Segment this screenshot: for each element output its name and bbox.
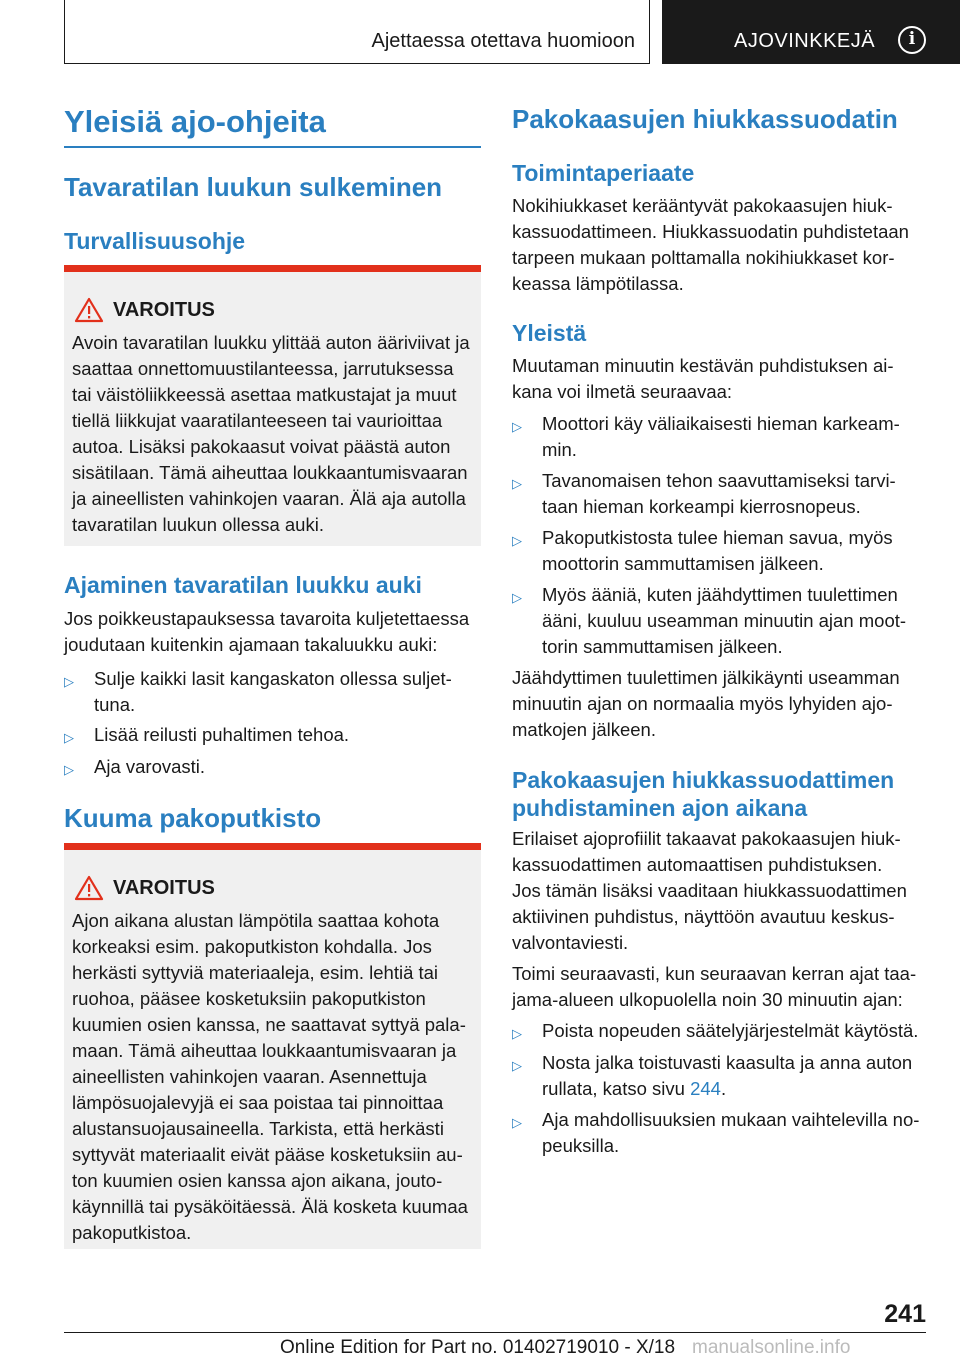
footer-rule [64,1332,926,1333]
warning-line: alustansuojausaineella. Tarkista, että herkästi [72,1118,444,1139]
text-line: Pakoputkistosta tulee hieman savua, myös [542,527,893,548]
list-item [512,468,928,520]
text-line: tarpeen mukaan polttamalla nokihiukkaset kor- [512,247,895,268]
section-heading-open-tailgate: Ajaminen tavaratilan luukku auki [64,572,422,598]
warning-line: herkästi syttyviä materiaaleja, esim. lehtiä tai [72,962,439,983]
section-heading-particle-filter: Pakokaasujen hiukkassuodatin [512,104,898,134]
paragraph [512,193,928,297]
section-heading-cleaning [512,766,894,822]
list-item [512,582,928,660]
warning-line: korkeaksi esim. pakoputkiston kohdalla. Jos [72,936,432,957]
warning-triangle-icon [74,875,104,901]
paragraph [512,665,928,743]
warning-line: Ajon aikana alustan lämpötila saattaa kohota [72,910,440,931]
warning-line: Avoin tavaratilan luukku ylittää auton ääriviivat ja [72,332,470,353]
text-line: Tavanomaisen tehon saavuttamiseksi tarvi- [542,470,896,491]
list-item [512,1050,928,1102]
paragraph [64,606,481,658]
warning-line: käynnillä tai pysäköitäessä. Älä kosketa kuumaa [72,1196,468,1217]
warning-line: lämpösuojalevyjä ei saa poistaa tai pinnoittaa [72,1092,444,1113]
text-line: Moottori käy väliaikaisesti hieman karkeam- [542,413,900,434]
warning-line: syttyvät materiaalit eivät pääse kosketuksiin au- [72,1144,463,1165]
subheading-principle: Toimintaperiaate [512,160,695,186]
paragraph [512,961,928,1013]
triangle-bullet-icon: ▷ [512,476,522,491]
warning-line: saattaa onnettomuustilanteessa, jarrutuksessa [72,358,454,379]
list-item [64,722,481,748]
warning-box-exhaust [64,843,481,1249]
list-item [512,411,928,463]
warning-line: aineellisten vahinkojen vaaran. Asennettuja [72,1066,427,1087]
text-line: torin sammuttamisen jälkeen. [542,636,783,657]
triangle-bullet-icon: ▷ [512,590,522,605]
page-reference-link[interactable]: 244 [690,1078,721,1099]
list-item [64,754,481,780]
main-heading: Yleisiä ajo-ohjeita [64,104,326,139]
warning-line: sisätilaan. Tämä aiheuttaa loukkaantumisvaaran [72,462,468,483]
info-circle-icon: i [898,26,926,54]
text-line: moottorin sammuttamisen jälkeen. [542,553,824,574]
text-line: Toimi seuraavasti, kun seuraavan kerran ajat taa- [512,963,917,984]
list-item [64,666,481,718]
text-line: Jos poikkeustapauksessa tavaroita kuljetettaessa [64,608,470,629]
text-line: matkojen jälkeen. [512,719,656,740]
header-chapter-box [64,0,650,64]
text-line: Nokihiukkaset kerääntyvät pakokaasujen hiuk- [512,195,893,216]
text-line: ääni, kuuluu useamman minuutin ajan moot- [542,610,907,631]
warning-title: VAROITUS [113,299,215,321]
list-item [512,1107,928,1159]
section-heading-tailgate: Tavaratilan luukun sulkeminen [64,172,443,202]
triangle-bullet-icon: ▷ [512,1026,522,1041]
heading-line: Pakokaasujen hiukkassuodattimen [512,767,895,793]
warning-line: autoa. Lisäksi pakokaasut voivat päästä auton [72,436,451,457]
text-line: Myös ääniä, kuten jäähdyttimen tuulettimen [542,584,898,605]
text-line: aktiivinen puhdistus, näyttöön avautuu keskus- [512,906,895,927]
heading-line: puhdistaminen ajon aikana [512,795,808,821]
triangle-bullet-icon: ▷ [64,730,74,745]
text-line: jama-alueen ulkopuolella noin 30 minuutin ajan: [512,989,903,1010]
warning-box-tailgate [64,265,481,546]
watermark: manualsonline.info [692,1337,851,1358]
chapter-title: Ajettaessa otettava huomioon [371,30,635,52]
page-number: 241 [884,1300,926,1328]
warning-line: tai väistöliikkeessä asettaa matkustajat ja muut [72,384,457,405]
warning-title: VAROITUS [113,877,215,899]
triangle-bullet-icon: ▷ [64,674,74,689]
text-line: Jos tämän lisäksi vaaditaan hiukkassuodattimen [512,880,907,901]
text-line: valvontaviesti. [512,932,629,953]
list-item [512,1018,928,1044]
warning-text [72,330,477,538]
text-line: kassuodattimen automaattisen puhdistuksen. [512,854,883,875]
list-item [512,525,928,577]
warning-text [72,908,477,1246]
text-line: Lisää reilusti puhaltimen tehoa. [94,724,350,745]
paragraph [512,826,928,956]
text-line [542,1076,928,1102]
warning-line: kuumien osien kanssa, ne saattavat syttyä pala- [72,1014,466,1035]
warning-line: ja aineellisten vahinkojen vaaran. Älä aja autolla [72,488,466,509]
text-line: taan hieman korkeampi kierrosnopeus. [542,496,861,517]
text-line: kassuodattimeen. Hiukkassuodatin puhdistetaan [512,221,909,242]
text-line: peuksilla. [542,1135,620,1156]
warning-line: ton kuumien osien kanssa ajon aikana, jouto- [72,1170,443,1191]
text-line: Aja mahdollisuuksien mukaan vaihtelevilla no- [542,1109,920,1130]
text-line: keassa lämpötilassa. [512,273,684,294]
text-span: rullata, katso sivu [542,1078,691,1099]
text-line: joudutaan kuitenkin ajamaan takaluukku auki: [64,634,438,655]
text-line: Aja varovasti. [94,756,206,777]
text-line: Erilaiset ajoprofiilit takaavat pakokaasujen hiuk- [512,828,901,849]
triangle-bullet-icon: ▷ [512,419,522,434]
section-label: AJOVINKKEJÄ [734,30,876,52]
triangle-bullet-icon: ▷ [64,762,74,777]
text-line: minuutin ajan on normaalia myös lyhyiden ajo- [512,693,893,714]
paragraph [512,353,928,405]
section-heading-hot-exhaust: Kuuma pakoputkisto [64,803,322,833]
warning-line: pakoputkistoa. [72,1222,192,1243]
warning-line: maan. Tämä aiheuttaa loukkaantumisvaaran ja [72,1040,457,1061]
triangle-bullet-icon: ▷ [512,1115,522,1130]
header-section-box [662,0,960,64]
text-line: tuna. [94,694,136,715]
warning-line: tavaratilan luukun ollessa auki. [72,514,324,535]
text-span: . [720,1078,727,1099]
heading-rule [64,146,481,148]
text-line: Nosta jalka toistuvasti kaasulta ja anna auton [542,1052,913,1073]
text-line: Jäähdyttimen tuulettimen jälkikäynti useamman [512,667,900,688]
text-line: min. [542,439,577,460]
edition-text: Online Edition for Part no. 01402719010 - X/18 [280,1337,676,1358]
text-line: kana voi ilmetä seuraavaa: [512,381,733,402]
text-line: Poista nopeuden säätelyjärjestelmät käytöstä. [542,1020,919,1041]
text-line: Sulje kaikki lasit kangaskaton ollessa suljet- [94,668,452,689]
warning-line: tiellä liikkujat vaaratilanteeseen tai vaurioittaa [72,410,443,431]
warning-line: ruohoa, pääsee kosketuksiin pakoputkiston [72,988,426,1009]
subheading-general: Yleistä [512,320,587,346]
text-line: Muutaman minuutin kestävän puhdistuksen ai- [512,355,894,376]
warning-triangle-icon [74,297,104,323]
subheading-safety: Turvallisuusohje [64,228,246,254]
triangle-bullet-icon: ▷ [512,1058,522,1073]
triangle-bullet-icon: ▷ [512,533,522,548]
